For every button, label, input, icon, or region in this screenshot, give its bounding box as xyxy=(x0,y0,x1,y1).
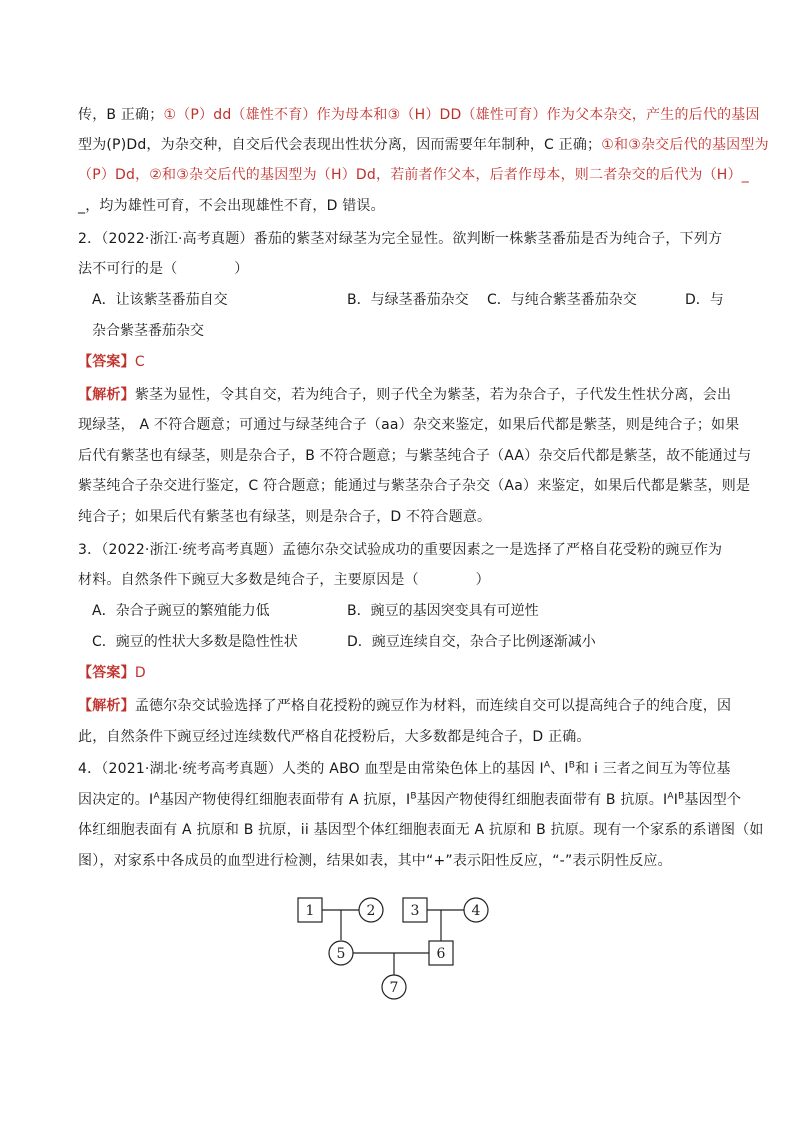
q3-option-a: A．杂合子豌豆的繁殖能力低 xyxy=(92,603,270,619)
superscript-a: A xyxy=(543,760,551,771)
q3-analysis-line-1 xyxy=(78,696,732,716)
analysis-text: 孟德尔杂交试验选择了严格自花授粉的豌豆作为材料，而连续自交可以提高纯合子的纯合度，因 xyxy=(134,698,732,714)
pedigree-diagram xyxy=(290,888,500,1008)
q4-text: 和 i 三者之间互为等位基 xyxy=(575,761,731,777)
q4-text: 因决定的。I xyxy=(78,792,154,808)
q3-option-c: C．豌豆的性状大多数是隐性性状 xyxy=(92,634,298,650)
q2-analysis-line-2: 现绿茎， A 不符合题意；可通过与绿茎纯合子（aa）杂交来鉴定，如果后代都是紫茎，则是纯合子；如果 xyxy=(78,417,740,433)
label-2: 2 xyxy=(366,903,376,919)
label-4: 4 xyxy=(471,903,481,919)
q3-stem-line-1: 3．（2022·浙江·统考高考真题）孟德尔杂交试验成功的重要因素之一是选择了严格自花受粉的豌豆作为 xyxy=(78,542,723,558)
q2-analysis-line-5: 纯合子；如果后代有紫茎也有绿茎，则是杂合子，D 不符合题意。 xyxy=(78,509,492,525)
q2-stem-line-2: 法不可行的是（ ） xyxy=(78,261,249,277)
q2-answer xyxy=(78,352,728,372)
analysis-tag: 【解析】 xyxy=(78,387,135,403)
q4-stem-line-1 xyxy=(78,759,731,779)
q2-option-d-cont: 杂合紫茎番茄杂交 xyxy=(92,323,204,339)
superscript-b: B xyxy=(410,791,417,802)
q4-stem-line-2 xyxy=(78,790,742,810)
prev-analysis-text: 型为(P)Dd，为杂交种，自交后代会表现出性状分离，因而需要年年制种，C 正确； xyxy=(78,137,602,153)
q2-option-c: C．与纯合紫茎番茄杂交 xyxy=(487,292,637,308)
label-5: 5 xyxy=(336,946,346,962)
superscript-a: A xyxy=(153,791,160,802)
label-7: 7 xyxy=(389,980,399,996)
analysis-tag: 【解析】 xyxy=(78,698,135,714)
q3-stem-line-2: 材料。自然条件下豌豆大多数是纯合子，主要原因是（ ） xyxy=(78,572,490,588)
q4-text: 基因产物使得红细胞表面带有 B 抗原。I xyxy=(416,792,668,808)
superscript-b: B xyxy=(568,760,576,771)
prev-analysis-highlight: ①和③杂交后代的基因型为 xyxy=(601,137,769,153)
q3-answer xyxy=(78,663,728,683)
q4-stem-line-3: 体红细胞表面有 A 抗原和 B 抗原，ii 基因型个体红细胞表面无 A 抗原和 B 抗原。现有一个家系的系谱图（如 xyxy=(78,822,764,838)
q4-text: 4．（2021·湖北·统考高考真题）人类的 ABO 血型是由常染色体上的基因 I xyxy=(78,761,544,777)
prev-analysis-text: 传，B 正确； xyxy=(78,107,164,123)
q4-stem-line-4: 图），对家系中各成员的血型进行检测，结果如表，其中“+”表示阳性反应，“-”表示阴性反应。 xyxy=(78,853,672,869)
prev-analysis-line-2 xyxy=(78,135,769,155)
q3-option-b: B．豌豆的基因突变具有可逆性 xyxy=(347,603,539,619)
superscript-a: A xyxy=(667,791,674,802)
answer-tag: 【答案】 xyxy=(78,665,135,681)
q4-text: I xyxy=(673,792,679,808)
q4-text: 、I xyxy=(550,761,569,777)
superscript-b: B xyxy=(678,791,685,802)
q4-text: 基因产物使得红细胞表面带有 A 抗原，I xyxy=(159,792,411,808)
q2-stem-line-1: 2．（2022·浙江·高考真题）番茄的紫茎对绿茎为完全显性。欲判断一株紫茎番茄是否为纯合子，下列方 xyxy=(78,231,723,247)
q2-option-b: B．与绿茎番茄杂交 xyxy=(347,292,469,308)
q2-analysis-line-4: 紫茎纯合子杂交进行鉴定，C 符合题意；能通过与紫茎杂合子杂交（Aa）来鉴定，如果后代都是紫茎，则是 xyxy=(78,478,751,494)
prev-analysis-line-4: _，均为雄性可育，不会出现雄性不育，D 错误。 xyxy=(78,198,385,214)
label-3: 3 xyxy=(410,903,420,919)
label-6: 6 xyxy=(436,946,446,962)
label-1: 1 xyxy=(305,903,315,919)
q3-option-d: D．豌豆连续自交，杂合子比例逐渐减小 xyxy=(347,634,596,650)
answer-tag: 【答案】 xyxy=(78,354,135,370)
answer-value: D xyxy=(134,665,146,681)
q2-analysis-line-3: 后代有紫茎也有绿茎，则是杂合子，B 不符合题意；与紫茎纯合子（AA）杂交后代都是紫茎，故不能通过与 xyxy=(78,448,752,464)
answer-value: C xyxy=(134,354,145,370)
prev-analysis-highlight: ①（P）dd（雄性不育）作为母本和③（H）DD（雄性可育）作为父本杂交，产生的后代的基因 xyxy=(163,107,760,123)
prev-analysis-line-3: （P）Dd，②和③杂交后代的基因型为（H）Dd，若前者作父本，后者作母本，则二者杂交的后代为（H）_ xyxy=(78,167,749,183)
q3-analysis-line-2: 此，自然条件下豌豆经过连续数代严格自花授粉后，大多数都是纯合子，D 正确。 xyxy=(78,729,591,745)
q4-text: 基因型个 xyxy=(684,792,742,808)
analysis-text: 紫茎为显性，令其自交，若为纯合子，则子代全为紫茎，若为杂合子，子代发生性状分离，会出 xyxy=(134,387,732,403)
prev-analysis-line-1 xyxy=(78,105,760,125)
q2-analysis-line-1 xyxy=(78,385,732,405)
q2-option-a: A．让该紫茎番茄自交 xyxy=(92,292,228,308)
q2-option-d: D．与 xyxy=(685,292,724,308)
